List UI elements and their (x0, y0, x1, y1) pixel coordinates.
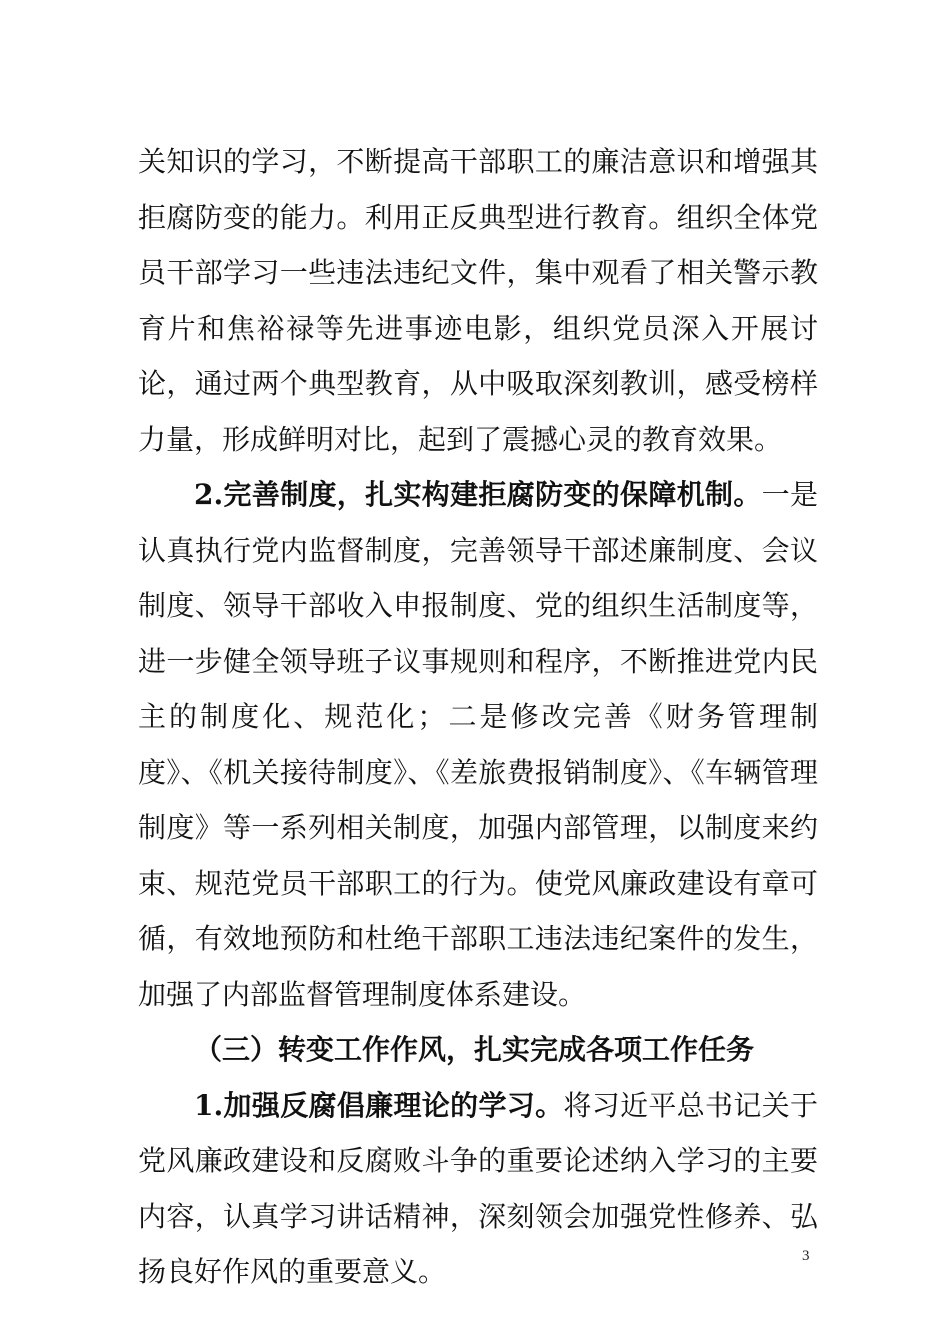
section-heading-text: （三）转变工作作风，扎实完成各项工作任务 (194, 1033, 755, 1066)
paragraph-text: 一是认真执行党内监督制度，完善领导干部述廉制度、会议制度、领导干部收入申报制度、党的组织生活制度等，进一步健全领导班子议事规则和程序，不断推进党内民主的制度化、规范化；二是修改完善《财务管理制度》、《机关接待制度》、《差旅费报销制度》、《车辆管理制度》等一系列相关制度，加强内部管理，以制度来约束、规范党员干部职工的行为。使党风廉政建设有章可循，有效地预防和杜绝干部职工违法违纪案件的发生，加强了内部监督管理制度体系建设。 (138, 478, 818, 1011)
section-heading (138, 1022, 818, 1078)
paragraph-item-2 (138, 467, 818, 1022)
paragraph-lead: 2.完善制度，扎实构建拒腐防变的保障机制。 (194, 478, 762, 511)
paragraph-continuation (138, 134, 818, 467)
page-number: 3 (802, 1248, 810, 1264)
document-body (138, 134, 818, 1300)
paragraph-text: 关知识的学习，不断提高干部职工的廉洁意识和增强其拒腐防变的能力。利用正反典型进行教育。组织全体党员干部学习一些违法违纪文件，集中观看了相关警示教育片和焦裕禄等先进事迹电影，组织党员深入开展讨论，通过两个典型教育，从中吸取深刻教训，感受榜样力量，形成鲜明对比，起到了震撼心灵的教育效果。 (138, 145, 818, 456)
paragraph-text: 将习近平总书记关于党风廉政建设和反腐败斗争的重要论述纳入学习的主要内容，认真学习讲话精神，深刻领会加强党性修养、弘扬良好作风的重要意义。 (138, 1088, 818, 1288)
paragraph-lead: 1.加强反腐倡廉理论的学习。 (194, 1088, 564, 1122)
paragraph-item-1 (138, 1078, 818, 1300)
